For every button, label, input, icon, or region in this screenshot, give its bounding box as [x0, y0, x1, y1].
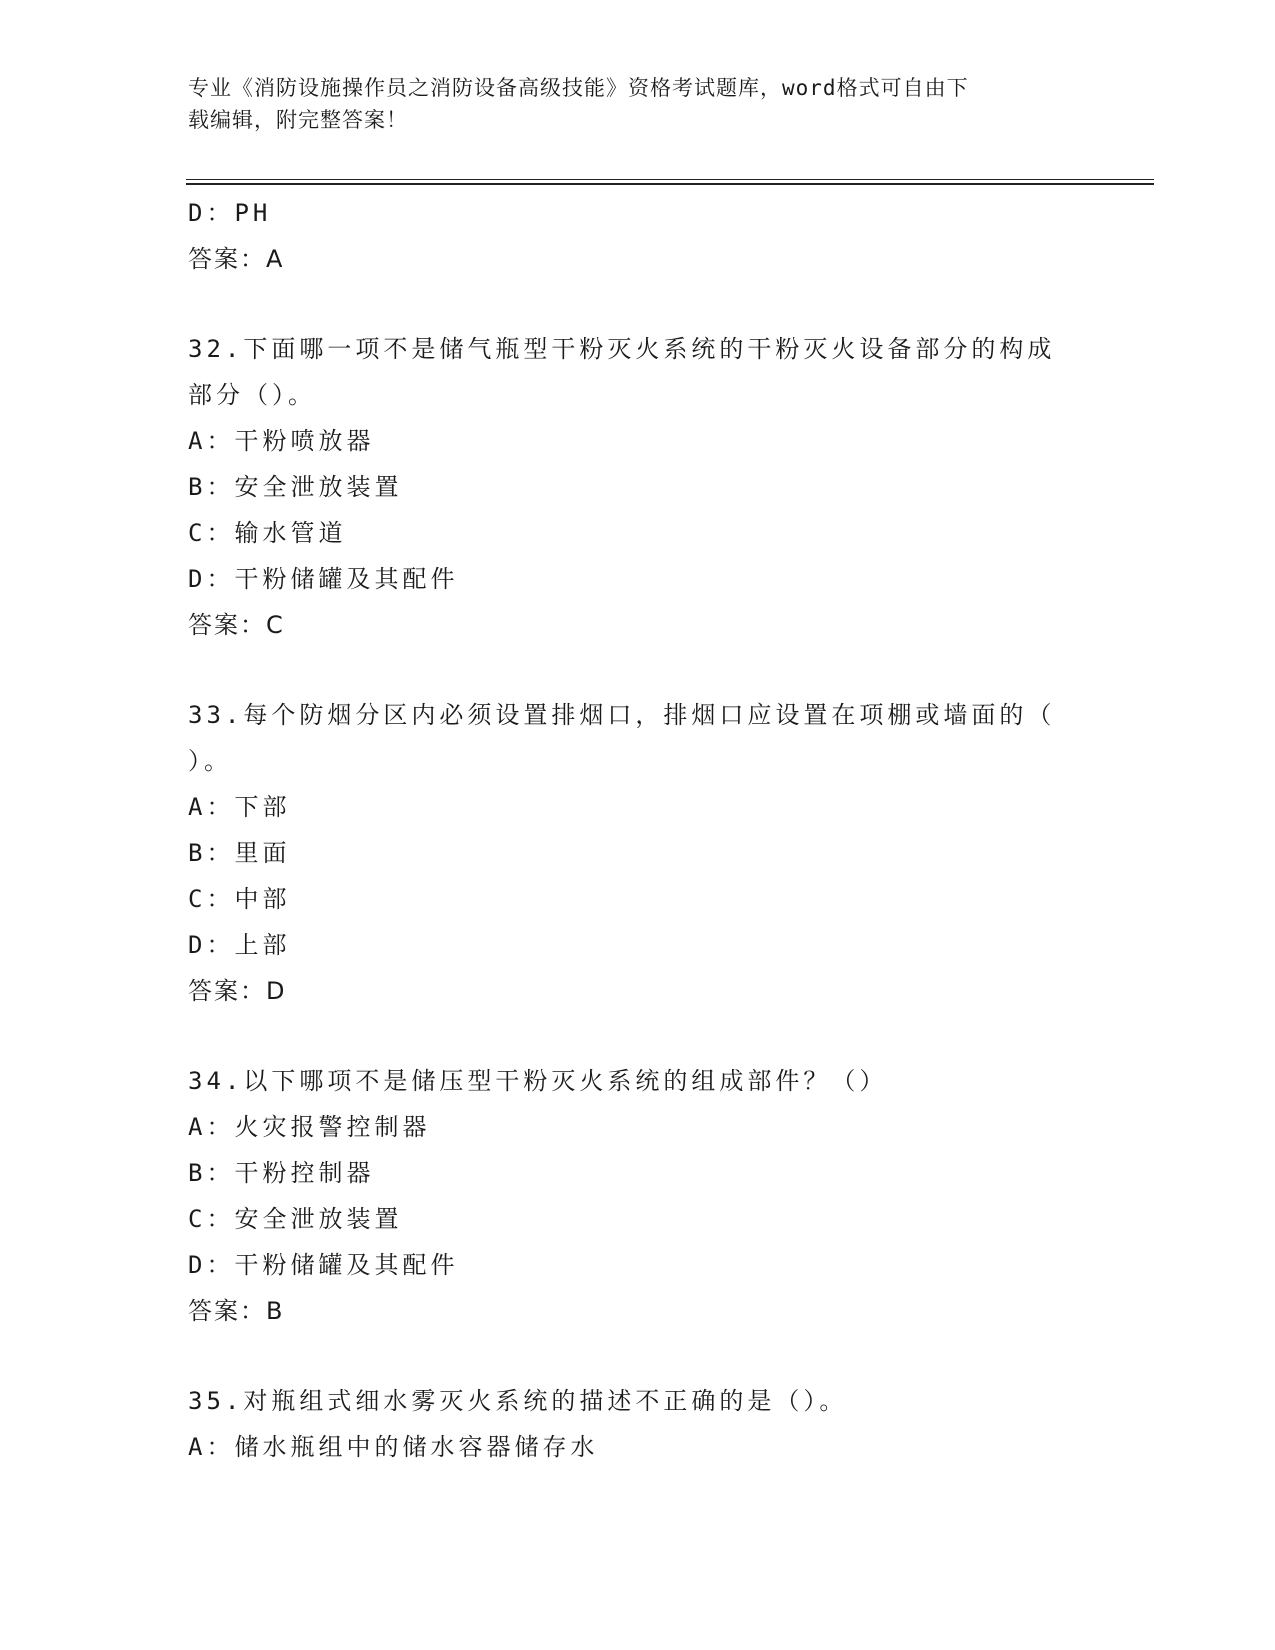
option-a: A：储水瓶组中的储水容器储存水 — [188, 1433, 599, 1461]
header-divider-thick — [186, 183, 1154, 185]
option-a: A：干粉喷放器 — [188, 427, 375, 455]
option-d: D：干粉储罐及其配件 — [188, 1251, 459, 1279]
option-b: B：里面 — [188, 839, 291, 867]
prev-option-d: D：PH — [188, 199, 272, 227]
option-c: C：中部 — [188, 885, 291, 913]
document-header — [188, 72, 1068, 136]
option-a: A：下部 — [188, 793, 291, 821]
header-divider-thin — [186, 179, 1154, 180]
question-text: 33.每个防烟分区内必须设置排烟口，排烟口应设置在项棚或墙面的（ — [188, 701, 1056, 729]
option-b: B：干粉控制器 — [188, 1159, 375, 1187]
question-text-cont: ）。 — [188, 747, 232, 775]
question-35 — [188, 1378, 1088, 1470]
question-text-cont: 部分（）。 — [188, 381, 316, 409]
header-line-2: 载编辑，附完整答案！ — [188, 108, 408, 132]
question-32 — [188, 326, 1088, 648]
option-c: C：安全泄放装置 — [188, 1205, 403, 1233]
option-a: A：火灾报警控制器 — [188, 1113, 431, 1141]
question-text: 34.以下哪项不是储压型干粉灭火系统的组成部件？（） — [188, 1067, 888, 1095]
option-b: B：安全泄放装置 — [188, 473, 403, 501]
option-d: D：上部 — [188, 931, 291, 959]
option-d: D：干粉储罐及其配件 — [188, 565, 459, 593]
answer: 答案：B — [188, 1297, 285, 1325]
header-line-1: 专业《消防设施操作员之消防设备高级技能》资格考试题库，word格式可自由下 — [188, 76, 969, 100]
answer: 答案：C — [188, 611, 285, 639]
question-34 — [188, 1058, 1088, 1334]
question-text: 35.对瓶组式细水雾灭火系统的描述不正确的是（）。 — [188, 1387, 848, 1415]
question-list — [188, 190, 1088, 1470]
option-c: C：输水管道 — [188, 519, 347, 547]
answer: 答案：D — [188, 977, 287, 1005]
prev-answer: 答案：A — [188, 245, 285, 273]
question-33 — [188, 692, 1088, 1014]
question-text: 32.下面哪一项不是储气瓶型干粉灭火系统的干粉灭火设备部分的构成 — [188, 335, 1056, 363]
